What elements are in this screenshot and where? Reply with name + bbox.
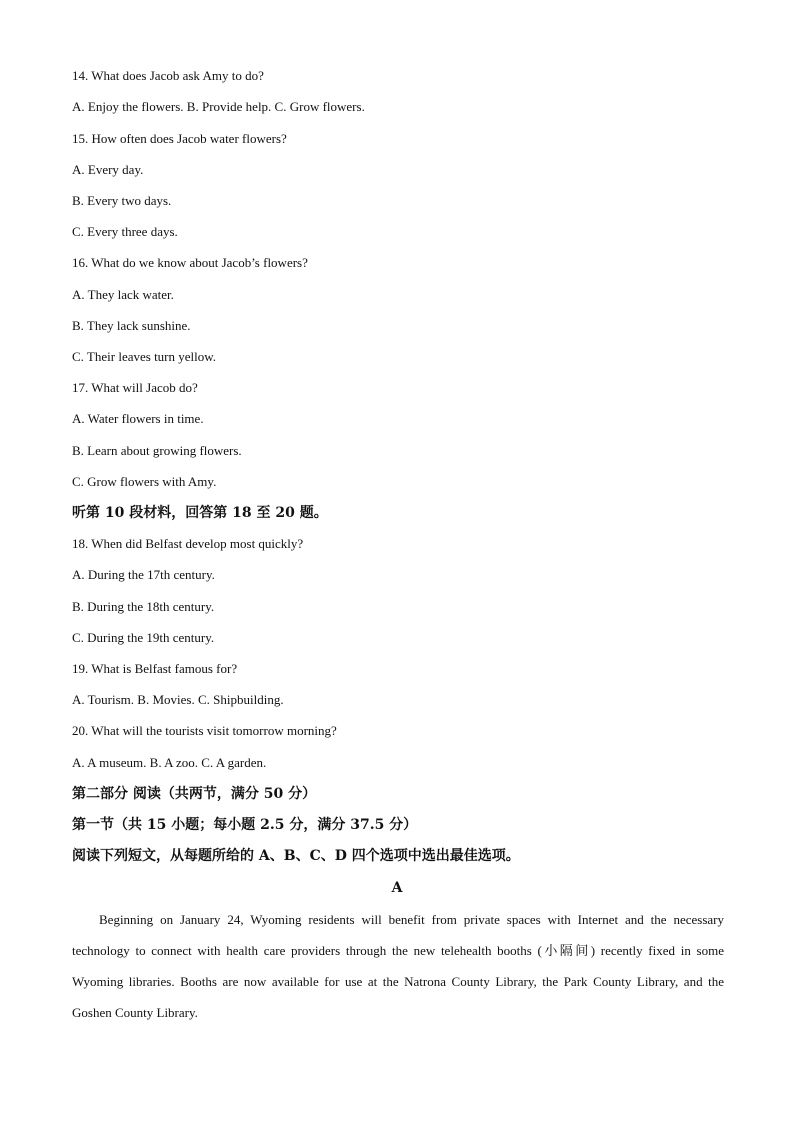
question-19: 19. What is Belfast famous for? <box>72 661 238 676</box>
option-16c: C. Their leaves turn yellow. <box>72 349 217 364</box>
option-18c: C. During the 19th century. <box>72 630 215 645</box>
question-14: 14. What does Jacob ask Amy to do? <box>72 68 264 83</box>
passage-title: A <box>391 880 403 896</box>
reading-instruction: 阅读下列短文，从每题所给的 A、B、C、D 四个选项中选出最佳选项。 <box>72 848 520 864</box>
option-17c: C. Grow flowers with Amy. <box>72 474 217 489</box>
option-16b: B. They lack sunshine. <box>72 318 191 333</box>
question-17: 17. What will Jacob do? <box>72 380 198 395</box>
section-one-heading: 第一节（共 15 小题；每小题 2.5 分，满分 37.5 分） <box>72 817 418 833</box>
option-16a: A. They lack water. <box>72 287 174 302</box>
option-15b: B. Every two days. <box>72 193 172 208</box>
option-15a: A. Every day. <box>72 162 144 177</box>
options-20: A. A museum. B. A zoo. C. A garden. <box>72 755 267 770</box>
option-17a: A. Water flowers in time. <box>72 411 204 426</box>
question-18: 18. When did Belfast develop most quickly? <box>72 536 304 551</box>
part-two-heading: 第二部分 阅读（共两节，满分 50 分） <box>72 786 317 802</box>
section-instruction-10: 听第 10 段材料，回答第 18 至 20 题。 <box>72 505 328 521</box>
option-18a: A. During the 17th century. <box>72 567 215 582</box>
options-19: A. Tourism. B. Movies. C. Shipbuilding. <box>72 692 284 707</box>
options-14: A. Enjoy the flowers. B. Provide help. C. Grow flowers. <box>72 99 365 114</box>
option-17b: B. Learn about growing flowers. <box>72 443 242 458</box>
question-20: 20. What will the tourists visit tomorrow morning? <box>72 723 337 738</box>
option-15c: C. Every three days. <box>72 224 178 239</box>
passage-paragraph: Beginning on January 24, Wyoming residents will benefit from private spaces with Internet and the necessary technology to connect with health care providers through the new telehealth booths (小隔间) recently fixed in some Wyoming libraries. Booths are now available for use at the Natrona County Library, the Park County Library, and the Goshen County Library. <box>72 912 724 1020</box>
option-18b: B. During the 18th century. <box>72 599 215 614</box>
question-16: 16. What do we know about Jacob’s flowers? <box>72 255 308 270</box>
question-15: 15. How often does Jacob water flowers? <box>72 131 287 146</box>
